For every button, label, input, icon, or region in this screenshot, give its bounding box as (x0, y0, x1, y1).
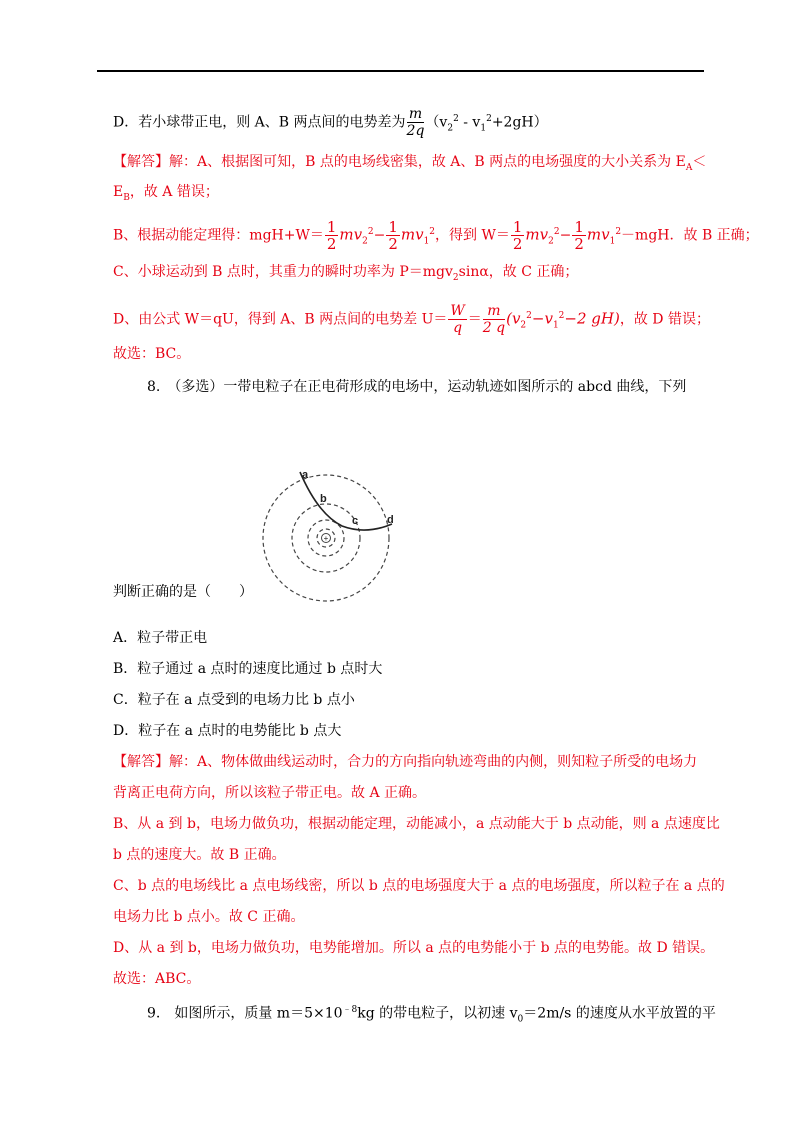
q8-option-a: A．粒子带正电 (113, 630, 208, 646)
point-b-label: b (320, 493, 327, 505)
q8-final-answer: 故选：ABC。 (113, 971, 201, 987)
q9-stem: 9. 如图所示，质量 $m=5\times 10^{﹣8}kg$ 的带电粒子，以初速 $v_0=2m/s$ 的速度从水平放置的平 (147, 1005, 716, 1025)
q8-stem-line2: 判断正确的是（ ） (113, 584, 253, 600)
q7-option-d: D．若小球带正电，则 A、B 两点间的电势差为 $\frac{m}{2q}$ $(v_2^2 - v_1^2+2gH)$ (113, 106, 548, 139)
q8-stem-line1: 8. （多选）一带电粒子在正电荷形成的电场中，运动轨迹如图所示的 abcd 曲线，下列 (147, 379, 687, 395)
q7-answer-a-line1: 【解答】解：A、根据图可知，B 点的电场线密集，故 A、B 两点的电场强度的大小关系为 $E_A<$ (113, 154, 707, 173)
q7-answer-b: B、根据动能定理得：mgH+W＝ $\frac{1}{2}$ $mv_2^2-$ $\frac{1}{2}$ $mv_1^2$，得到 W＝ $\frac{1}{2}$ $mv_2^2-$ $\frac{1}{2}$ $mv_1^2-mgH$．故 B 正确； (113, 218, 759, 253)
q7-final-answer: 故选：BC。 (113, 346, 191, 362)
q7-answer-d: D、由公式 W＝qU，得到 A、B 两点间的电势差 U＝ $\frac{W}{q}$ ＝ $\frac{m}{2 q}$ ($v_2^2-v_1^2-2$ gH)，故 D 错误； (113, 303, 710, 336)
q8-option-b: B．粒子通过 a 点时的速度比通过 b 点时大 (113, 661, 383, 677)
electric-field-figure (262, 462, 412, 607)
q8-option-d: D．粒子在 a 点时的电势能比 b 点大 (113, 723, 342, 739)
trajectory-abcd (300, 472, 392, 530)
q8-answer-b-line1: B、从 a 到 b，电场力做负功，根据动能定理，动能减小，a 点动能大于 b 点动能，则 a 点速度比 (113, 816, 720, 832)
q8-answer-c-line1: C、b 点的电场线比 a 点电场线密，所以 b 点的电场强度大于 a 点的电场强度，所以粒子在 a 点的 (113, 878, 725, 894)
q8-answer-b-line2: b 点的速度大。故 B 正确。 (113, 847, 286, 863)
header-rule (97, 70, 704, 72)
q8-answer-a-line2: 背离正电荷方向，所以该粒子带正电。故 A 正确。 (113, 785, 427, 801)
q8-answer-c-line2: 电场力比 b 点小。故 C 正确。 (113, 909, 305, 925)
fraction: $\frac{m}{2q}$ (406, 106, 425, 139)
point-a-label: a (302, 469, 309, 481)
q8-answer-a-line1: 【解答】解：A、物体做曲线运动时，合力的方向指向轨迹弯曲的内侧，则知粒子所受的电场力 (113, 754, 698, 770)
q7-answer-a-line2: $E_B$，故 A 错误； (113, 184, 219, 203)
q8-answer-d: D、从 a 到 b，电场力做负功，电势能增加。所以 a 点的电势能小于 b 点的电势能。故 D 错误。 (113, 940, 715, 956)
charge-label: + (323, 534, 329, 543)
q8-option-c: C．粒子在 a 点受到的电场力比 b 点小 (113, 692, 355, 708)
point-c-label: c (352, 515, 359, 527)
point-d-label: d (387, 514, 394, 526)
q7-answer-c: C、小球运动到 B 点时，其重力的瞬时功率为 P＝mgv$_2$sinα，故 C 正确； (113, 264, 579, 283)
